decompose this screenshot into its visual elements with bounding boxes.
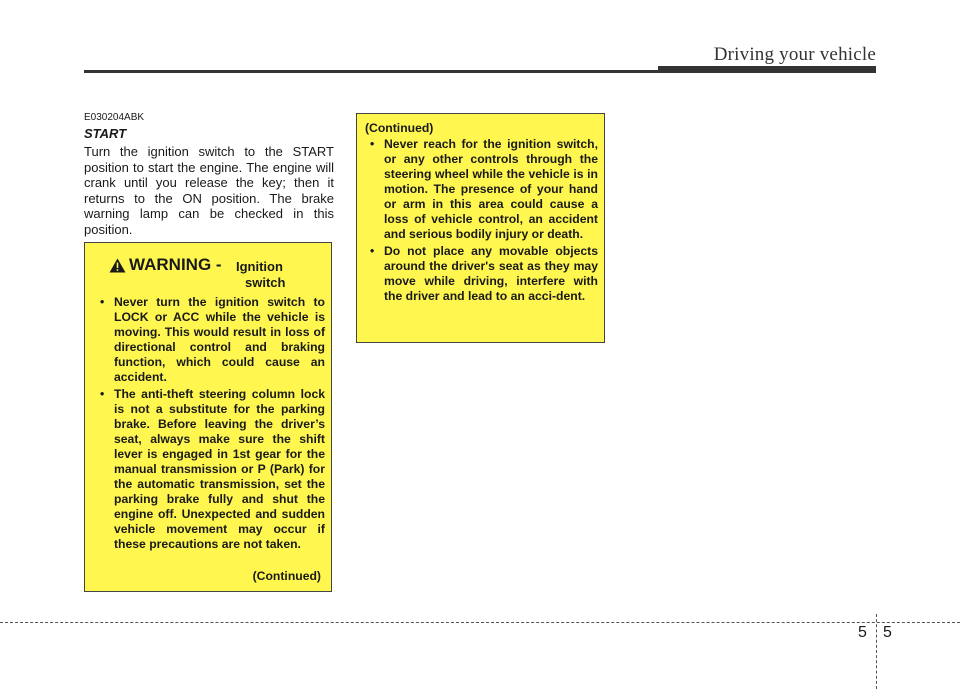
- warning-triangle-icon: [109, 258, 126, 278]
- subheading: START: [84, 126, 127, 141]
- header-rule-thick: [658, 66, 876, 73]
- warning-title: WARNING -: [129, 255, 222, 274]
- warning-subtitle-line2: switch: [245, 275, 286, 290]
- chapter-number: 5: [858, 624, 867, 641]
- warning-subtitle-line1: Ignition: [236, 259, 283, 274]
- footer-rule: [0, 622, 960, 623]
- warning-bullet: • Never turn the ignition switch to LOCK or ACC while the vehicle is moving. This would result in loss of directional control and braking function, which could cause an accident.: [95, 295, 325, 385]
- body-paragraph: Turn the ignition switch to the START position to start the engine. The engine will crank until you release the key; then it returns to the ON position. The brake warning lamp can be checked in this position.: [84, 144, 334, 237]
- section-title: Driving your vehicle: [713, 44, 876, 65]
- page-number: 5: [883, 624, 892, 641]
- header-rule: [84, 70, 660, 73]
- reference-code: E030204ABK: [84, 112, 145, 123]
- warning-bullet: • The anti-theft steering column lock is not a substitute for the parking brake. Before leaving the driver’s seat, always make sure the shift lever is engaged in 1st gear for the manual transmission or P (Park) for the automatic transmission, set the parking brake fully and shut the engine off. Unexpected and sudden vehicle movement may occur if these precautions are not taken.: [95, 387, 325, 552]
- warning-list: [95, 295, 325, 554]
- footer-divider: [876, 614, 877, 689]
- continued-list: [365, 137, 598, 306]
- warning-box: [84, 242, 332, 592]
- continued-bullet: • Do not place any movable objects around the driver's seat as they may move while driving, interfere with the driver and lead to an acci-dent.: [365, 244, 598, 304]
- continued-bullet: • Never reach for the ignition switch, or any other controls through the steering wheel while the vehicle is in motion. The presence of your hand or arm in this area could cause a loss of vehicle control, an accident and serious bodily injury or death.: [365, 137, 598, 242]
- continued-heading: (Continued): [365, 121, 434, 135]
- continued-label: (Continued): [252, 569, 321, 583]
- continued-warning-box: [356, 113, 605, 343]
